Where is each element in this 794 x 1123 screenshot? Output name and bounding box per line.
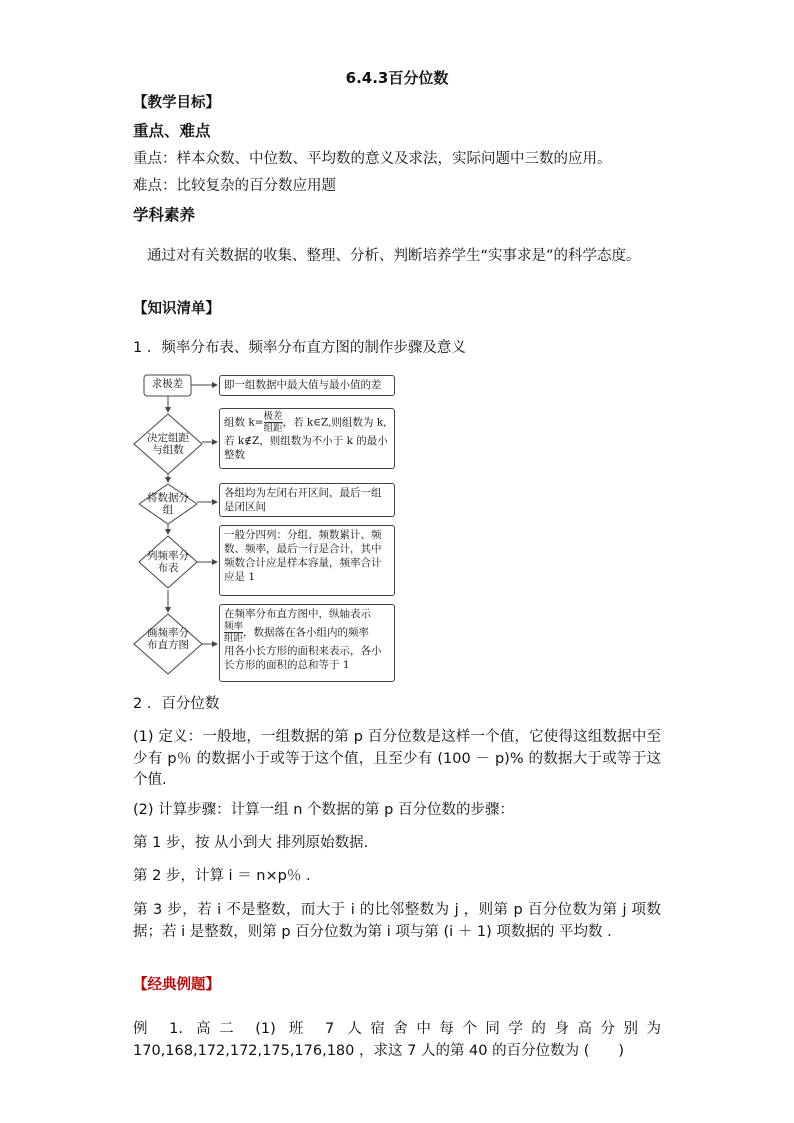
box5-frac-num: 频率 xyxy=(224,621,244,632)
step3-text: 第 3 步，若 i 不是整数，而大于 i 的比邻整数为 j ，则第 p 百分位数为第 j 项数据；若 i 是整数，则第 p 百分位数为第 i 项与第 (i ＋ 1) 项数据的 平均数 . xyxy=(133,902,661,940)
box2-text-a: 组数 k= xyxy=(224,416,264,429)
box5-text-b: ，数据落在各小组内的频率 xyxy=(243,626,370,639)
example1-text: 例 1. 高二 (1) 班 7 人宿舍中每个同学的身高分别为 170,168,172,172,175,176,180 ，求这 7 人的第 40 的百分位数为 ( ) xyxy=(133,1021,661,1059)
definition-text: (1) 定义：一般地，一组数据的第 p 百分位数是这样一个值，它使得这组数据中至少有 p％ 的数据小于或等于这个值，且至少有 (100 － p)% 的数据大于或等于这个值. xyxy=(133,729,662,788)
desc-box-1: 即一组数据中最大值与最小值的差 xyxy=(219,375,395,396)
step-label-5: 画频率分布直方图 xyxy=(147,627,189,651)
item2-heading: 2 ．百分位数 xyxy=(133,696,220,712)
box5-text-c: 用各小长方形的面积来表示，各小长方形的面积的总和等于 1 xyxy=(224,645,382,671)
box2-text-c: 若 k∉Z，则组数为不小于 k 的最小 xyxy=(224,435,388,447)
step1-text: 第 1 步，按 从小到大 排列原始数据. xyxy=(133,835,369,851)
step-label-3: 将数据分组 xyxy=(147,492,189,516)
section-goals: 【教学目标】 xyxy=(133,95,220,111)
desc-box-2 xyxy=(219,408,395,469)
desc-box-3: 各组均为左闭右开区间，最后一组是闭区间 xyxy=(219,483,395,517)
desc-box-5 xyxy=(219,604,395,682)
item1-heading: 1 ．频率分布表、频率分布直方图的制作步骤及意义 xyxy=(133,340,466,356)
box2-frac-den: 组距 xyxy=(263,423,283,434)
keypoint-text: 重点：样本众数、中位数、平均数的意义及求法，实际问题中三数的应用。 xyxy=(133,151,612,167)
box2-fraction xyxy=(264,411,283,434)
box5-frac-den: 组距 xyxy=(224,633,244,644)
section-examples: 【经典例题】 xyxy=(133,977,220,993)
heading-literacy: 学科素养 xyxy=(133,206,196,224)
box5-text-a: 在频率分布直方图中，纵轴表示 xyxy=(224,608,371,620)
literacy-text: 通过对有关数据的收集、整理、分析、判断培养学生“实事求是”的科学态度。 xyxy=(147,248,641,264)
box2-frac-num: 极差 xyxy=(263,411,283,422)
box2-text-d: 整数 xyxy=(224,449,245,461)
step2-text: 第 2 步，计算 i ＝ n×p％ . xyxy=(133,868,311,884)
heading-keypoints: 重点、难点 xyxy=(133,122,211,140)
step-label-4: 列频率分布表 xyxy=(147,550,189,574)
box5-fraction xyxy=(224,621,243,644)
step-label-1: 求极差 xyxy=(151,378,184,390)
step-label-2: 决定组距与组数 xyxy=(147,432,189,456)
page-title: 6.4.3百分位数 xyxy=(345,69,449,87)
section-knowledge: 【知识清单】 xyxy=(133,301,220,317)
calc-steps-intro: (2) 计算步骤：计算一组 n 个数据的第 p 百分位数的步骤： xyxy=(133,802,514,818)
flowchart xyxy=(133,372,403,692)
box2-text-b: ，若 k∈Z,则组数为 k, xyxy=(282,416,387,429)
desc-box-4: 一般分四列：分组、频数累计、频数、频率，最后一行是合计，其中频数合计应是样本容量，频率合计应是 1 xyxy=(219,525,395,596)
difficulty-text: 难点：比较复杂的百分数应用题 xyxy=(133,178,336,194)
